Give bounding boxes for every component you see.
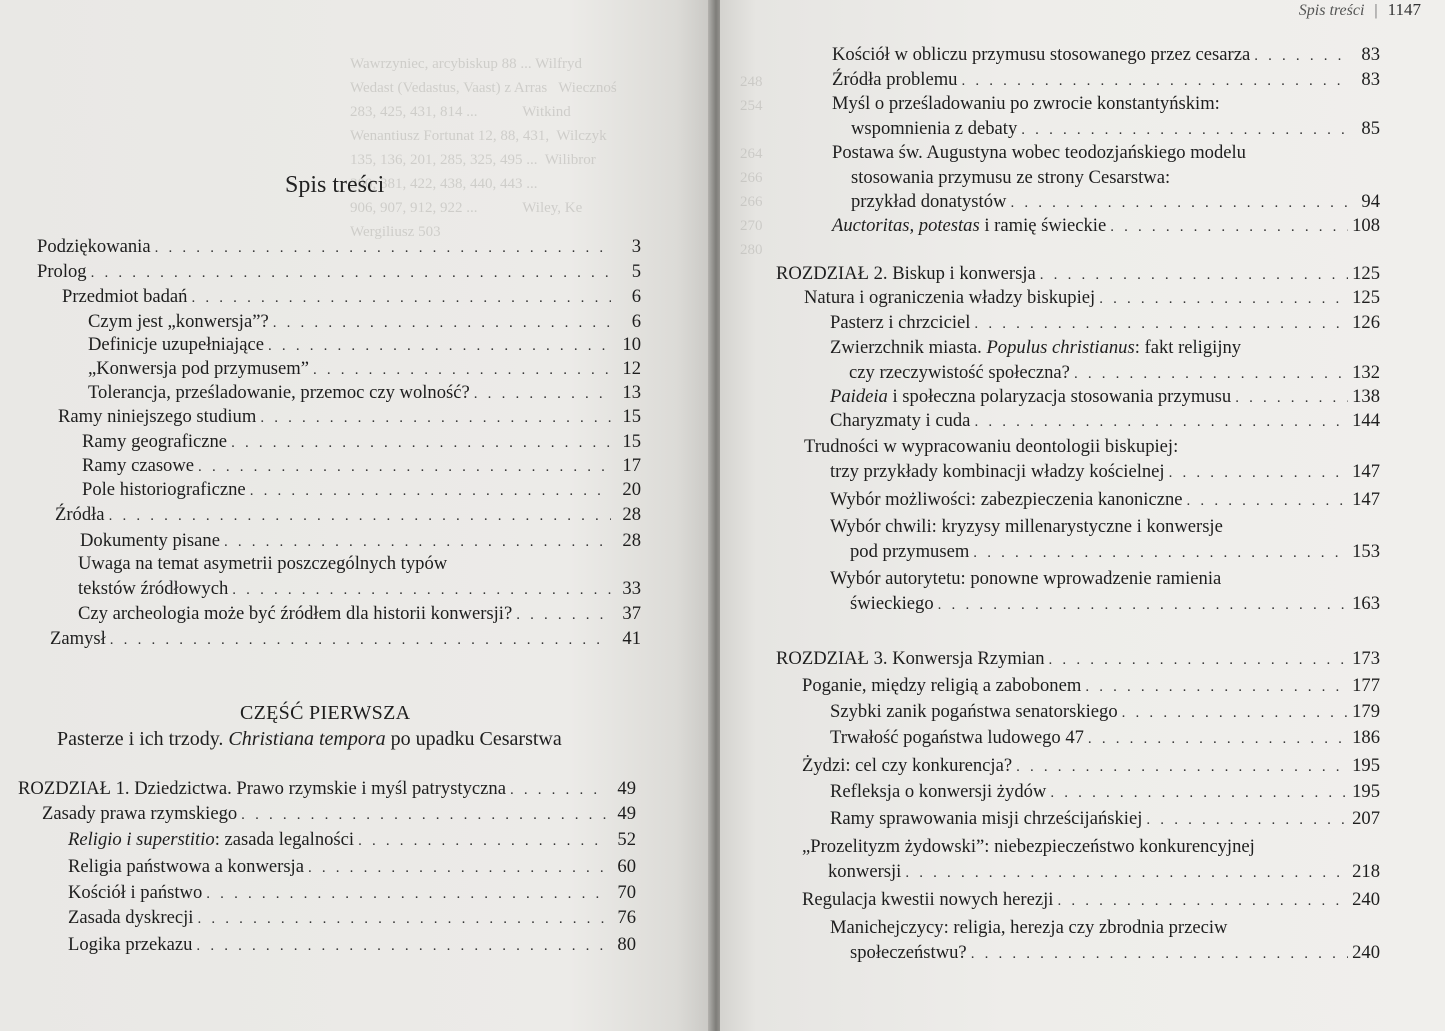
- toc-entry-title: Poganie, między religią a zabobonem: [802, 675, 1082, 696]
- toc-entry-title: Czy archeologia może być źródłem dla historii konwersji?: [78, 603, 513, 624]
- toc-entry: [42, 803, 636, 827]
- toc-page-number: 83: [1361, 44, 1380, 65]
- dot-leader: [1040, 264, 1348, 286]
- dot-leader: [91, 262, 611, 284]
- toc-page-number: 195: [1352, 755, 1380, 776]
- bleed-through-text: Wawrzyniec, arcybiskup 88 ... Wilfryd Wedast (Vedastus, Vaast) z Arras Wiecznoś 283, 425, 431, 814 ... Witkind Wenantiusz Fortunat 12, 88, 431, Wilczyk 135, 136, 201, 285, 325, 495 ... Wilibror 300, 381, 422, 438, 440, 443 ... 906, 907, 912, 922 ... Wiley, Ke Wergiliusz 503: [350, 56, 617, 240]
- dot-leader: [358, 830, 606, 852]
- toc-entry-line: Myśl o prześladowaniu po zwrocie konstantyńskim:: [832, 93, 1220, 114]
- dot-leader: [1049, 649, 1349, 671]
- toc-entry: [68, 882, 636, 906]
- toc-entry: [830, 568, 1380, 614]
- toc-page-number: 52: [617, 829, 636, 850]
- toc-entry-title: Prolog: [37, 261, 87, 282]
- toc-entry-title: Czym jest „konwersja”?: [88, 311, 269, 332]
- dot-leader: [516, 604, 611, 626]
- dot-leader: [197, 908, 606, 930]
- dot-leader: [196, 935, 606, 957]
- dot-leader: [231, 432, 611, 454]
- toc-entry-title: ROZDZIAŁ 1. Dziedzictwa. Prawo rzymskie i myśl patrystyczna: [18, 778, 506, 799]
- toc-entry-title: Ramy sprawowania misji chrześcijańskiej: [830, 808, 1143, 829]
- toc-page-number: 240: [1352, 941, 1380, 963]
- toc-entry: [78, 553, 641, 599]
- dot-leader: [1010, 192, 1350, 214]
- right-page: [720, 0, 1445, 1031]
- dot-leader: [510, 779, 606, 801]
- toc-entry-title: pod przymusem: [850, 540, 970, 562]
- dot-leader: [313, 359, 611, 381]
- toc-entry-line: „Prozelityzm żydowski”: niebezpieczeństwo konkurencyjnej: [802, 836, 1255, 857]
- toc-entry: [802, 889, 1380, 913]
- toc-entry-title: Ramy czasowe: [82, 455, 195, 476]
- toc-entry-title: Kościół i państwo: [68, 882, 203, 903]
- dot-leader: [155, 237, 611, 259]
- toc-entry: [830, 410, 1380, 434]
- dot-leader: [273, 312, 611, 334]
- toc-entry-title: czy rzeczywistość społeczna?: [849, 361, 1070, 383]
- dot-leader: [224, 531, 611, 553]
- dot-leader: [971, 943, 1348, 965]
- toc-entry-line: Wybór chwili: kryzysy millenarystyczne i konwersje: [830, 516, 1223, 537]
- toc-entry-title: Charyzmaty i cuda: [830, 410, 971, 431]
- toc-entry: [830, 516, 1380, 562]
- toc-entry-title: Pasterz i chrzciciel: [830, 312, 971, 333]
- running-title: Spis treści: [1298, 2, 1365, 19]
- toc-entry-title: trzy przykłady kombinacji władzy kościelnej: [830, 460, 1165, 482]
- toc-page-number: 76: [617, 907, 636, 928]
- toc-entry-title: konwersji: [828, 860, 902, 882]
- toc-entry-title: Auctoritas, potestas i ramię świeckie: [832, 215, 1107, 236]
- toc-entry: [830, 312, 1380, 336]
- toc-entry-line: Trudności w wypracowaniu deontologii biskupiej:: [804, 436, 1179, 457]
- toc-page-number: 138: [1352, 386, 1380, 407]
- toc-entry-title: Szybki zanik pogaństwa senatorskiego: [830, 701, 1118, 722]
- toc-entry: [88, 382, 641, 406]
- toc-entry-title: Źródła: [55, 504, 105, 525]
- toc-entry-title: Natura i ograniczenia władzy biskupiej: [804, 287, 1096, 308]
- toc-entry-line: Postawa św. Augustyna wobec teodozjańskiego modelu: [832, 142, 1246, 163]
- dot-leader: [109, 505, 611, 527]
- toc-page-number: 28: [622, 530, 641, 551]
- toc-page-number: 5: [631, 261, 641, 282]
- dot-leader: [110, 629, 611, 651]
- toc-entry: [802, 675, 1380, 699]
- toc-entry-title: Żydzi: cel czy konkurencja?: [802, 755, 1013, 776]
- toc-entry: [830, 781, 1380, 805]
- dot-leader: [241, 804, 606, 826]
- toc-entry-title: Definicje uzupełniające: [88, 334, 265, 355]
- toc-entry-title: Zamysł: [50, 628, 106, 649]
- toc-entry-title: Podziękowania: [37, 236, 151, 257]
- toc-entry-title: świeckiego: [850, 592, 934, 614]
- dot-leader: [198, 456, 611, 478]
- toc-entry: [830, 808, 1380, 832]
- toc-entry-title: Religia państwowa a konwersja: [68, 856, 304, 877]
- page-number: 1147: [1387, 0, 1421, 19]
- toc-entry-title: „Konwersja pod przymusem”: [88, 358, 309, 379]
- dot-leader: [1057, 890, 1348, 912]
- toc-entry: [50, 628, 641, 652]
- toc-page-number: 15: [622, 431, 641, 452]
- dot-leader: [938, 594, 1348, 616]
- toc-entry-title: Dokumenty pisane: [80, 530, 220, 551]
- toc-entry-title: Ramy geograficzne: [82, 431, 228, 452]
- toc-entry-title: Paideia i społeczna polaryzacja stosowania przymusu: [830, 386, 1232, 407]
- toc-entry-title: Źródła problemu: [832, 69, 958, 90]
- toc-entry: [68, 907, 636, 931]
- toc-entry: [37, 261, 641, 285]
- toc-entry: [832, 69, 1380, 93]
- toc-page-number: 6: [631, 311, 641, 332]
- toc-entry-title: Ramy niniejszego studium: [58, 406, 257, 427]
- toc-entry-title: Trwałość pogaństwa ludowego 47: [830, 727, 1084, 748]
- toc-entry: [804, 436, 1380, 482]
- part-subtitle: [57, 728, 562, 751]
- toc-entry: [88, 358, 641, 382]
- toc-entry: [58, 406, 641, 430]
- dot-leader: [1110, 216, 1348, 238]
- toc-entry: [88, 311, 641, 335]
- toc-page-number: 126: [1352, 312, 1380, 333]
- dot-leader: [973, 542, 1348, 564]
- toc-entry: [68, 856, 636, 880]
- dot-leader: [1146, 809, 1348, 831]
- toc-entry: [832, 44, 1380, 68]
- toc-entry: [18, 778, 636, 802]
- part-subtitle-c: po upadku Cesarstwa: [385, 728, 562, 750]
- toc-page-number: 132: [1352, 361, 1380, 383]
- toc-page-number: 163: [1352, 592, 1380, 614]
- toc-page-number: 177: [1352, 675, 1380, 696]
- toc-page-number: 33: [622, 578, 641, 599]
- header-divider: |: [1374, 2, 1378, 19]
- toc-page-number: 195: [1352, 781, 1380, 802]
- toc-entry-title: Regulacja kwestii nowych herezji: [802, 889, 1054, 910]
- toc-page-number: 179: [1352, 701, 1380, 722]
- toc-page-number: 83: [1361, 69, 1380, 90]
- toc-entry: [37, 236, 641, 260]
- toc-entry: [88, 334, 641, 358]
- toc-entry-title: Wybór możliwości: zabezpieczenia kanoniczne: [830, 489, 1183, 510]
- toc-entry: [78, 603, 641, 627]
- part-subtitle-a: Pasterze i ich trzody.: [57, 728, 229, 750]
- toc-page-number: 60: [617, 856, 636, 877]
- dot-leader: [474, 383, 611, 405]
- toc-entry-title: przykład donatystów: [851, 191, 1007, 212]
- toc-page-number: 207: [1352, 808, 1380, 829]
- toc-page-number: 41: [622, 628, 641, 649]
- toc-page-number: 6: [631, 286, 641, 307]
- running-header: [1299, 0, 1421, 20]
- toc-entry-title: Religio i superstitio: zasada legalności: [68, 829, 355, 850]
- toc-entry-line: stosowania przymusu ze strony Cesarstwa:: [851, 166, 1171, 188]
- toc-page-number: 3: [631, 236, 641, 257]
- toc-page-number: 15: [622, 406, 641, 427]
- toc-page-number: 108: [1352, 215, 1380, 236]
- toc-page-number: 28: [622, 504, 641, 525]
- toc-entry: [830, 489, 1380, 513]
- toc-entry: [55, 504, 641, 528]
- toc-entry-title: ROZDZIAŁ 3. Konwersja Rzymian: [776, 648, 1045, 669]
- dot-leader: [1169, 462, 1349, 484]
- toc-entry-line: Wybór autorytetu: ponowne wprowadzenie ramienia: [830, 568, 1222, 589]
- page-title: Spis treści: [285, 172, 385, 198]
- toc-entry-title: Pole historiograficzne: [82, 479, 246, 500]
- dot-leader: [961, 70, 1350, 92]
- toc-entry: [832, 142, 1380, 212]
- left-page: [0, 0, 712, 1031]
- toc-page-number: 49: [617, 803, 636, 824]
- toc-entry-title: wspomnienia z debaty: [851, 117, 1018, 139]
- toc-page-number: 10: [622, 334, 641, 355]
- toc-entry-title: Przedmiot badań: [62, 286, 188, 307]
- toc-page-number: 80: [617, 934, 636, 955]
- dot-leader: [260, 407, 611, 429]
- dot-leader: [974, 411, 1348, 433]
- toc-entry: [802, 755, 1380, 779]
- dot-leader: [1016, 756, 1348, 778]
- toc-entry-line: Zwierzchnik miasta. Populus christianus: fakt religijny: [830, 337, 1242, 358]
- dot-leader: [1254, 45, 1350, 67]
- toc-entry-title: Kościół w obliczu przymusu stosowanego przez cesarza: [832, 44, 1251, 65]
- toc-page-number: 218: [1352, 860, 1380, 882]
- part-title: CZĘŚĆ PIERWSZA: [240, 702, 411, 724]
- toc-entry: [804, 287, 1380, 311]
- dot-leader: [1088, 728, 1348, 750]
- toc-page-number: 186: [1352, 727, 1380, 748]
- dot-leader: [250, 480, 611, 502]
- dot-leader: [1085, 676, 1348, 698]
- toc-entry: [830, 337, 1380, 383]
- dot-leader: [206, 883, 606, 905]
- toc-page-number: 144: [1352, 410, 1380, 431]
- toc-page-number: 37: [622, 603, 641, 624]
- toc-page-number: 85: [1361, 117, 1380, 139]
- toc-page-number: 20: [622, 479, 641, 500]
- dot-leader: [905, 862, 1348, 884]
- toc-entry: [82, 479, 641, 503]
- toc-entry: [830, 917, 1380, 963]
- toc-entry-title: Logika przekazu: [68, 934, 193, 955]
- toc-entry-line: Manichejczycy: religia, herezja czy zbrodnia przeciw: [830, 917, 1228, 938]
- toc-page-number: 147: [1352, 460, 1380, 482]
- dot-leader: [1187, 490, 1349, 512]
- dot-leader: [1099, 288, 1348, 310]
- toc-entry-title: społeczeństwu?: [850, 941, 967, 963]
- toc-entry: [830, 727, 1380, 751]
- toc-page-number: 125: [1352, 287, 1380, 308]
- toc-page-number: 13: [622, 382, 641, 403]
- toc-entry-title: ROZDZIAŁ 2. Biskup i konwersja: [776, 263, 1036, 284]
- toc-entry-title: tekstów źródłowych: [78, 578, 229, 599]
- toc-entry: [830, 701, 1380, 725]
- dot-leader: [1050, 782, 1348, 804]
- toc-entry: [62, 286, 641, 310]
- part-subtitle-italic: Christiana tempora: [228, 728, 386, 750]
- toc-page-number: 94: [1361, 191, 1380, 212]
- toc-entry-line: Uwaga na temat asymetrii poszczególnych typów: [78, 553, 448, 574]
- dot-leader: [1074, 363, 1348, 385]
- toc-entry: [68, 934, 636, 958]
- bleed-through-text: 248 254 264 266 266 270 280: [740, 74, 763, 258]
- toc-page-number: 70: [617, 882, 636, 903]
- toc-page-number: 173: [1352, 648, 1380, 669]
- dot-leader: [308, 857, 606, 879]
- toc-page-number: 49: [617, 778, 636, 799]
- toc-page-number: 147: [1352, 489, 1380, 510]
- toc-entry: [776, 263, 1380, 287]
- dot-leader: [232, 579, 611, 601]
- toc-entry: [802, 836, 1380, 882]
- dot-leader: [1021, 119, 1350, 141]
- dot-leader: [1122, 702, 1348, 724]
- toc-entry-title: Zasada dyskrecji: [68, 907, 194, 928]
- toc-entry: [68, 829, 636, 853]
- toc-entry: [832, 215, 1380, 239]
- toc-entry: [82, 455, 641, 479]
- toc-entry: [82, 431, 641, 455]
- dot-leader: [191, 287, 611, 309]
- dot-leader: [268, 335, 611, 357]
- toc-entry: [80, 530, 641, 554]
- toc-entry-title: Tolerancja, prześladowanie, przemoc czy wolność?: [88, 382, 470, 403]
- toc-page-number: 12: [622, 358, 641, 379]
- toc-page-number: 240: [1352, 889, 1380, 910]
- dot-leader: [1235, 387, 1348, 409]
- toc-entry: [830, 386, 1380, 410]
- toc-page-number: 153: [1352, 540, 1380, 562]
- toc-entry: [832, 93, 1380, 139]
- dot-leader: [974, 313, 1348, 335]
- toc-entry: [776, 648, 1380, 672]
- toc-page-number: 17: [622, 455, 641, 476]
- toc-entry-title: Zasady prawa rzymskiego: [42, 803, 238, 824]
- toc-entry-title: Refleksja o konwersji żydów: [830, 781, 1047, 802]
- toc-page-number: 125: [1352, 263, 1380, 284]
